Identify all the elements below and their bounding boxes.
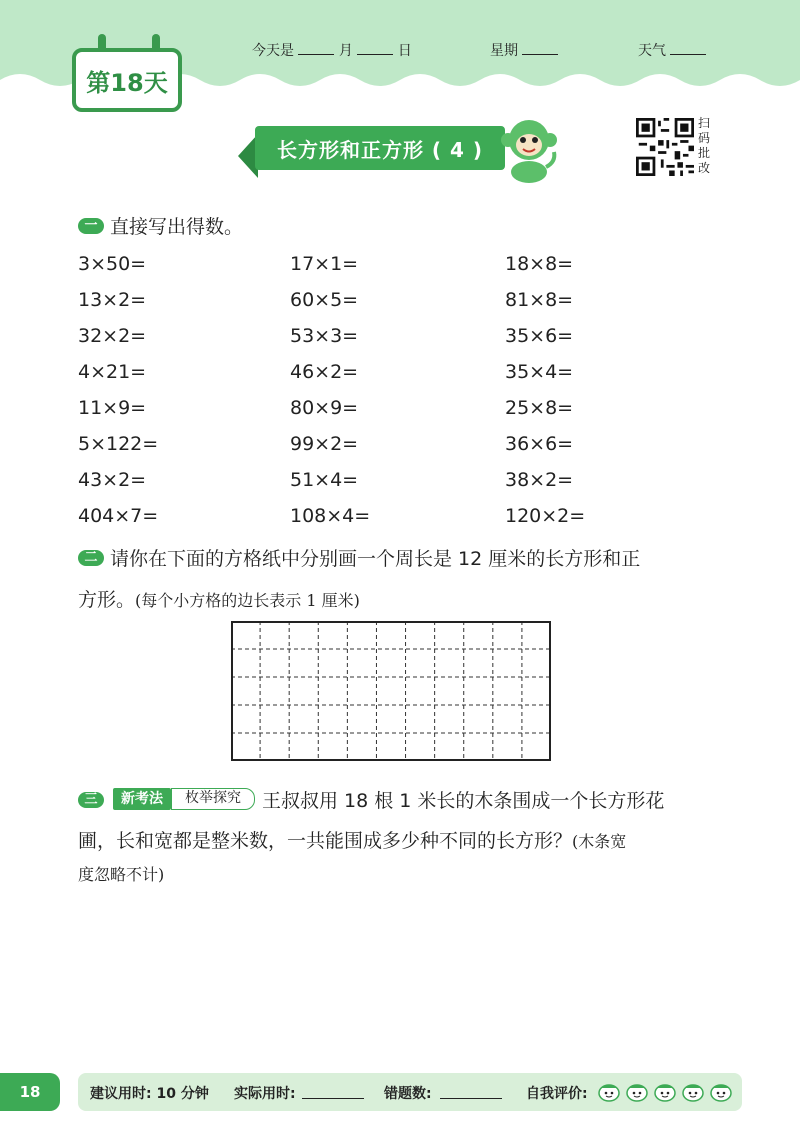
calc-problem: 18×8= [505, 253, 574, 275]
calc-problem: 35×6= [505, 325, 574, 347]
section-2-line1: 请你在下面的方格纸中分别画一个周长是 12 厘米的长方形和正 [110, 548, 641, 570]
rating-face-icon[interactable] [682, 1082, 704, 1102]
calc-problem: 43×2= [78, 469, 147, 491]
calc-problem: 38×2= [505, 469, 574, 491]
weather-field[interactable] [638, 40, 706, 60]
section-2-note: (每个小方格的边长表示 1 厘米) [135, 591, 360, 610]
today-label: 今天是 [252, 43, 294, 59]
section-3-note-b: 度忽略不计) [78, 865, 165, 884]
weekday-label: 星期 [490, 43, 518, 59]
qr-code-icon[interactable] [636, 118, 694, 176]
grid-paper[interactable] [231, 621, 551, 761]
calc-problem: 80×9= [290, 397, 359, 419]
calc-problem: 17×1= [290, 253, 359, 275]
calc-problem: 51×4= [290, 469, 359, 491]
actual-time-blank[interactable] [302, 1098, 364, 1099]
day-badge: 第18天 [72, 48, 182, 112]
calc-problem: 32×2= [78, 325, 147, 347]
section-2-line2 [78, 585, 360, 612]
monkey-mascot-icon [498, 112, 560, 184]
answer-area[interactable] [78, 900, 728, 1060]
calc-problem: 4×21= [78, 361, 147, 383]
section-3-note-a: (木条宽 [572, 832, 627, 851]
section-1-instruction: 直接写出得数。 [110, 216, 244, 238]
scan-to-grade-label: 扫码批改 [698, 116, 711, 175]
calc-problem: 36×6= [505, 433, 574, 455]
calc-problem: 81×8= [505, 289, 574, 311]
month-label: 月 [338, 43, 353, 59]
calc-problem: 120×2= [505, 505, 586, 527]
date-field[interactable] [252, 40, 412, 60]
calc-problem: 3×50= [78, 253, 147, 275]
lesson-title: 长方形和正方形 ( 4 ) [255, 126, 505, 170]
calc-problem: 99×2= [290, 433, 359, 455]
rating-face-icon[interactable] [598, 1082, 620, 1102]
section-3-number: 三 [78, 792, 104, 808]
calc-problem: 13×2= [78, 289, 147, 311]
enumeration-tag: 枚举探究 [171, 788, 255, 810]
wrong-count-label: 错题数: [384, 1086, 432, 1102]
section-1-number: 一 [78, 218, 104, 234]
section-3-line1: 王叔叔用 18 根 1 米长的木条围成一个长方形花 [262, 790, 665, 812]
weather-label: 天气 [638, 43, 666, 59]
calc-problem: 25×8= [505, 397, 574, 419]
day-label: 日 [397, 43, 412, 59]
calc-problem: 53×3= [290, 325, 359, 347]
calc-problem: 60×5= [290, 289, 359, 311]
calc-problem: 11×9= [78, 397, 147, 419]
section-3-line2-text: 圃，长和宽都是整米数，一共能围成多少种不同的长方形？ [78, 830, 573, 852]
page-number: 18 [0, 1073, 60, 1111]
calc-problem: 35×4= [505, 361, 574, 383]
section-2-number: 二 [78, 550, 104, 566]
new-method-tag: 新考法 [113, 788, 171, 810]
calc-problem: 5×122= [78, 433, 159, 455]
wrong-count-blank[interactable] [440, 1098, 502, 1099]
weekday-field[interactable] [490, 40, 558, 60]
grid-border [232, 622, 550, 760]
section-3-line2 [78, 826, 626, 853]
actual-time-label: 实际用时: [234, 1086, 296, 1102]
calc-problem: 404×7= [78, 505, 159, 527]
calc-problem: 108×4= [290, 505, 371, 527]
rating-face-icon[interactable] [654, 1082, 676, 1102]
calc-problem: 46×2= [290, 361, 359, 383]
suggested-time: 建议用时: 10 分钟 [90, 1086, 209, 1102]
rating-face-icon[interactable] [710, 1082, 732, 1102]
section-2-line2-text: 方形。 [78, 589, 136, 611]
rating-face-icon[interactable] [626, 1082, 648, 1102]
self-eval-label: 自我评价: [526, 1086, 588, 1102]
